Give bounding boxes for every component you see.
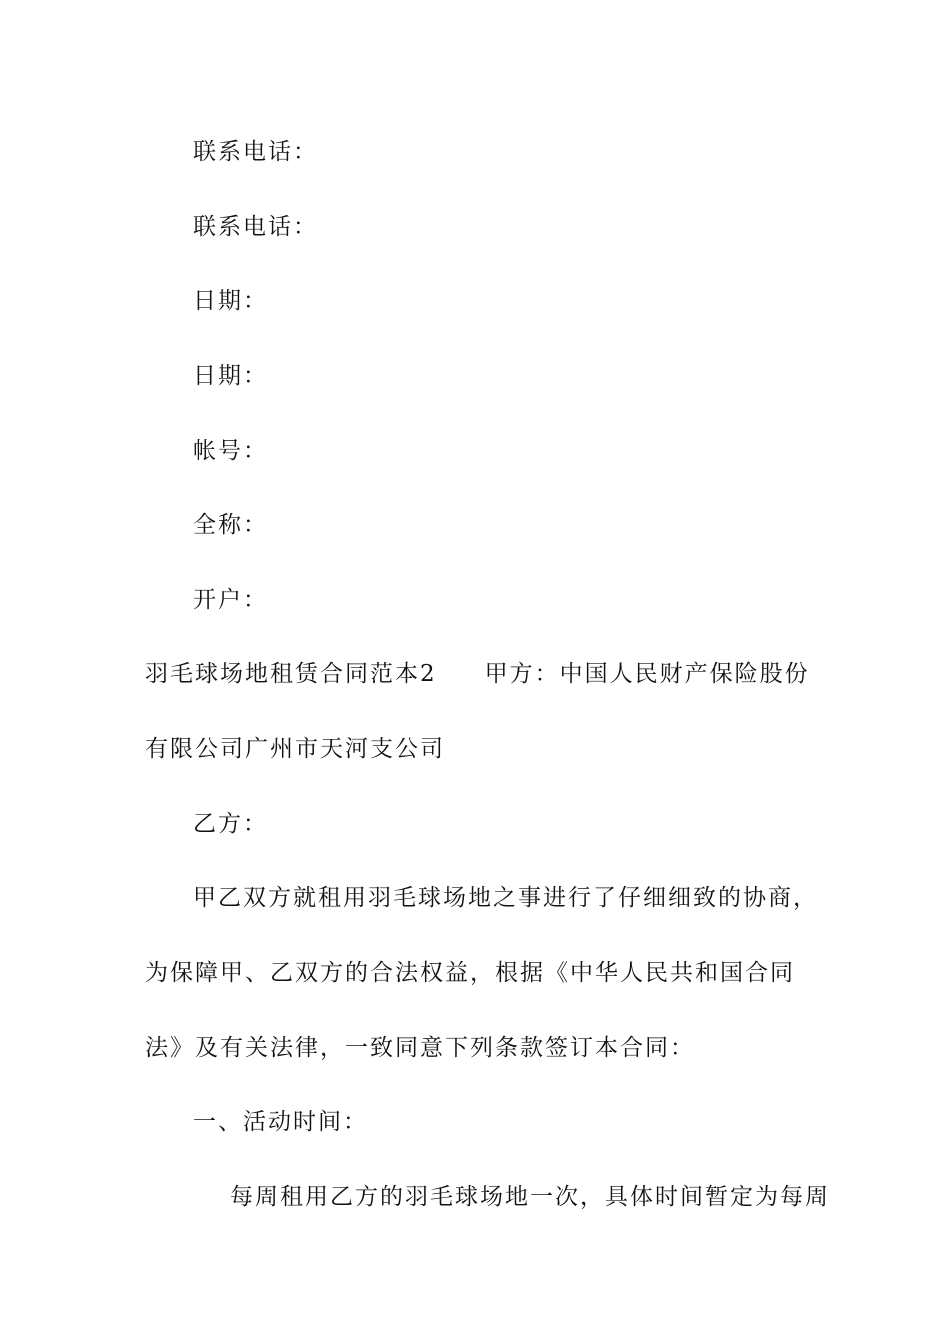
party-a-line-1: 甲方：中国人民财产保险股份 xyxy=(484,661,810,687)
full-name-label: 全称： xyxy=(193,512,268,538)
intro-line-1: 甲乙双方就租用羽毛球场地之事进行了仔细细致的协商， xyxy=(193,885,818,911)
intro-line-2: 为保障甲、乙双方的合法权益，根据《中华人民共和国合同 xyxy=(145,960,795,986)
section-1-text: 每周租用乙方的羽毛球场地一次，具体时间暂定为每周 xyxy=(230,1184,830,1210)
party-b-label: 乙方： xyxy=(193,811,268,837)
date-label-2: 日期： xyxy=(193,363,268,389)
account-number-label: 帐号： xyxy=(193,438,268,464)
contract-title: 羽毛球场地租赁合同范本2 xyxy=(145,661,437,687)
contact-phone-label-1: 联系电话： xyxy=(193,139,318,165)
section-1-heading: 一、活动时间： xyxy=(193,1109,368,1135)
party-a-line-2: 有限公司广州市天河支公司 xyxy=(145,736,445,762)
intro-line-3: 法》及有关法律，一致同意下列条款签订本合同： xyxy=(145,1035,695,1061)
contract-title-line xyxy=(145,659,810,689)
date-label-1: 日期： xyxy=(193,288,268,314)
contact-phone-label-2: 联系电话： xyxy=(193,214,318,240)
bank-label: 开户： xyxy=(193,587,268,613)
